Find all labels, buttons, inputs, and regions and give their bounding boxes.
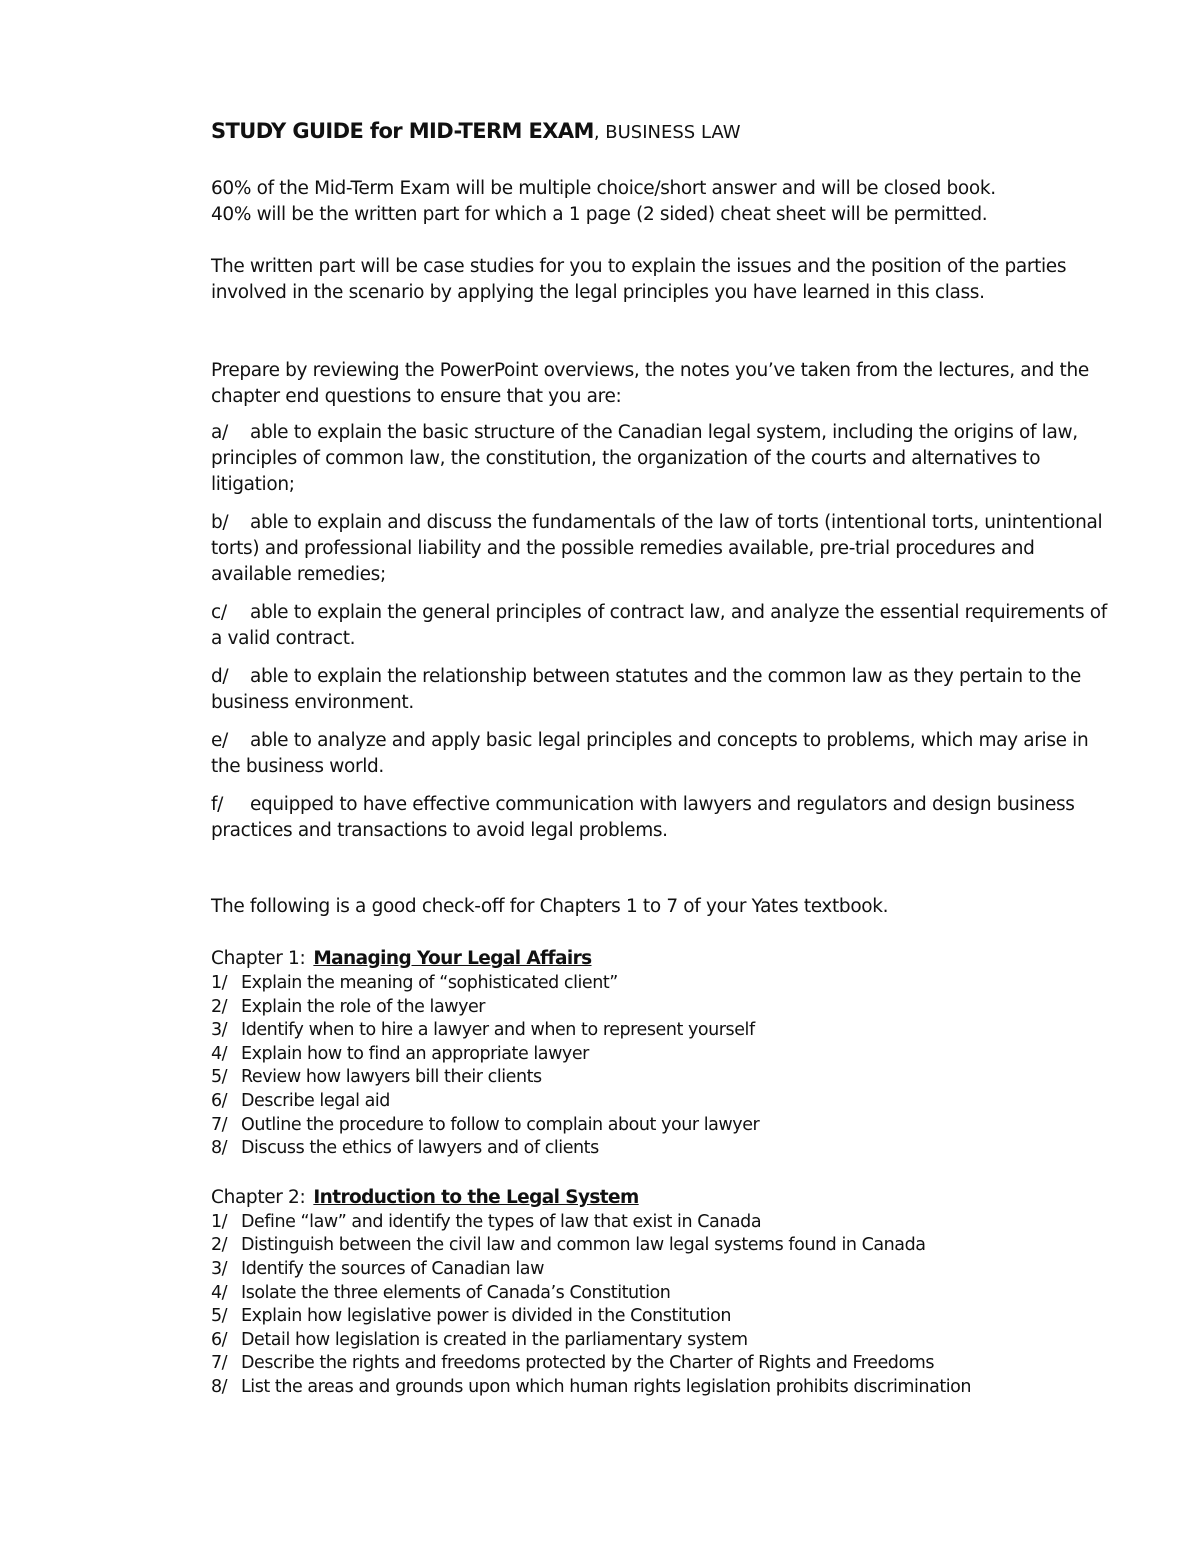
item-text: Review how lawyers bill their clients: [241, 1067, 542, 1088]
chapter-label: Chapter 2:: [211, 1186, 306, 1208]
item-number: 3/: [211, 1258, 228, 1279]
objective-item: [211, 600, 1111, 652]
item-number: 7/: [211, 1114, 228, 1135]
list-item: [211, 1043, 1111, 1067]
list-item: [211, 1282, 1111, 1306]
chapter-title: Managing Your Legal Affairs: [313, 948, 592, 969]
written-part-paragraph: The written part will be case studies for you to explain the issues and the position of the parties involved in the scenario by applying the legal principles you have learned in this class.: [211, 256, 1067, 303]
item-text: Discuss the ethics of lawyers and of clients: [241, 1138, 599, 1159]
objective-item: [211, 664, 1111, 716]
chapter-heading: [211, 1185, 1111, 1211]
chapter-1-items: [211, 972, 1111, 1161]
item-number: 5/: [211, 1067, 228, 1088]
objectives-list: [211, 420, 1111, 844]
list-item: [211, 1234, 1111, 1258]
item-text: Explain how to find an appropriate lawyer: [241, 1043, 589, 1064]
list-item: [211, 1258, 1111, 1282]
list-item: [211, 1211, 1111, 1235]
objective-letter: d/: [211, 666, 229, 687]
objective-letter: b/: [211, 512, 229, 533]
item-number: 8/: [211, 1138, 228, 1159]
item-number: 5/: [211, 1306, 228, 1327]
objective-letter: e/: [211, 730, 228, 751]
item-number: 4/: [211, 1282, 228, 1303]
objective-text: able to explain and discuss the fundamentals of the law of torts (intentional torts, unintentional torts) and professional liability and the possible remedies available, pre-trial procedures and available remedies;: [211, 512, 1103, 585]
objective-item: [211, 510, 1111, 588]
item-text: Explain the role of the lawyer: [241, 996, 486, 1017]
item-number: 4/: [211, 1043, 228, 1064]
chapter-heading: [211, 946, 1111, 972]
objective-text: equipped to have effective communication with lawyers and regulators and design business practices and transactions to avoid legal problems.: [211, 794, 1075, 841]
objective-text: able to explain the general principles of contract law, and analyze the essential requirements of a valid contract.: [211, 602, 1107, 649]
objective-item: [211, 420, 1111, 498]
document-title: [211, 117, 1111, 147]
chapter-title: Introduction to the Legal System: [313, 1186, 639, 1208]
objective-text: able to explain the relationship between statutes and the common law as they pertain to the business environment.: [211, 666, 1081, 713]
item-text: List the areas and grounds upon which human rights legislation prohibits discrimination: [241, 1376, 972, 1397]
chapter-2-section: [211, 1185, 1111, 1400]
item-number: 2/: [211, 996, 228, 1017]
list-item: [211, 1376, 1111, 1400]
item-text: Identify when to hire a lawyer and when to represent yourself: [241, 1020, 755, 1041]
title-subject: , BUSINESS LAW: [593, 122, 741, 143]
item-number: 1/: [211, 973, 228, 993]
objective-letter: a/: [211, 422, 228, 443]
objective-item: [211, 792, 1111, 844]
item-text: Define “law” and identify the types of law that exist in Canada: [241, 1211, 762, 1232]
item-number: 2/: [211, 1235, 228, 1256]
objective-text: able to explain the basic structure of the Canadian legal system, including the origins of law, principles of common law, the constitution, the organization of the courts and alternatives to litigation;: [211, 422, 1078, 495]
item-text: Isolate the three elements of Canada’s Constitution: [241, 1282, 671, 1303]
intro-line-2: 40% will be the written part for which a 1 page (2 sided) cheat sheet will be permitted.: [211, 204, 988, 225]
item-text: Explain the meaning of “sophisticated client”: [241, 973, 618, 993]
list-item: [211, 1352, 1111, 1376]
item-text: Describe the rights and freedoms protected by the Charter of Rights and Freedoms: [241, 1353, 934, 1374]
chapter-label: Chapter 1:: [211, 948, 306, 969]
list-item: [211, 1305, 1111, 1329]
list-item: [211, 1329, 1111, 1353]
item-text: Identify the sources of Canadian law: [241, 1258, 544, 1279]
item-text: Distinguish between the civil law and common law legal systems found in Canada: [241, 1235, 926, 1256]
objective-letter: c/: [211, 602, 227, 623]
chapter-2-items: [211, 1211, 1111, 1400]
prepare-paragraph: Prepare by reviewing the PowerPoint overviews, the notes you’ve taken from the lectures, and the chapter end questions to ensure that you are:: [211, 360, 1089, 407]
list-item: [211, 1090, 1111, 1114]
item-text: Outline the procedure to follow to complain about your lawyer: [241, 1114, 760, 1135]
list-item: [211, 1019, 1111, 1043]
item-text: Describe legal aid: [241, 1090, 390, 1111]
list-item: [211, 996, 1111, 1020]
intro-line-1: 60% of the Mid-Term Exam will be multiple choice/short answer and will be closed book.: [211, 178, 996, 199]
objective-text: able to analyze and apply basic legal principles and concepts to problems, which may arise in the business world.: [211, 730, 1089, 777]
list-item: [211, 972, 1111, 996]
item-number: 3/: [211, 1020, 228, 1041]
list-item: [211, 1066, 1111, 1090]
objective-letter: f/: [211, 794, 224, 815]
item-number: 6/: [211, 1329, 228, 1350]
list-item: [211, 1137, 1111, 1161]
chapter-1-section: [211, 946, 1111, 1161]
item-number: 1/: [211, 1211, 228, 1232]
title-bold: STUDY GUIDE for MID-TERM EXAM: [211, 119, 594, 143]
item-number: 8/: [211, 1376, 228, 1397]
list-item: [211, 1114, 1111, 1138]
item-text: Explain how legislative power is divided in the Constitution: [241, 1306, 732, 1327]
item-number: 7/: [211, 1353, 228, 1374]
objective-item: [211, 728, 1111, 780]
item-number: 6/: [211, 1090, 228, 1111]
document-page: [211, 117, 1111, 1424]
checkoff-paragraph: The following is a good check-off for Chapters 1 to 7 of your Yates textbook.: [211, 896, 889, 917]
item-text: Detail how legislation is created in the parliamentary system: [241, 1329, 748, 1350]
